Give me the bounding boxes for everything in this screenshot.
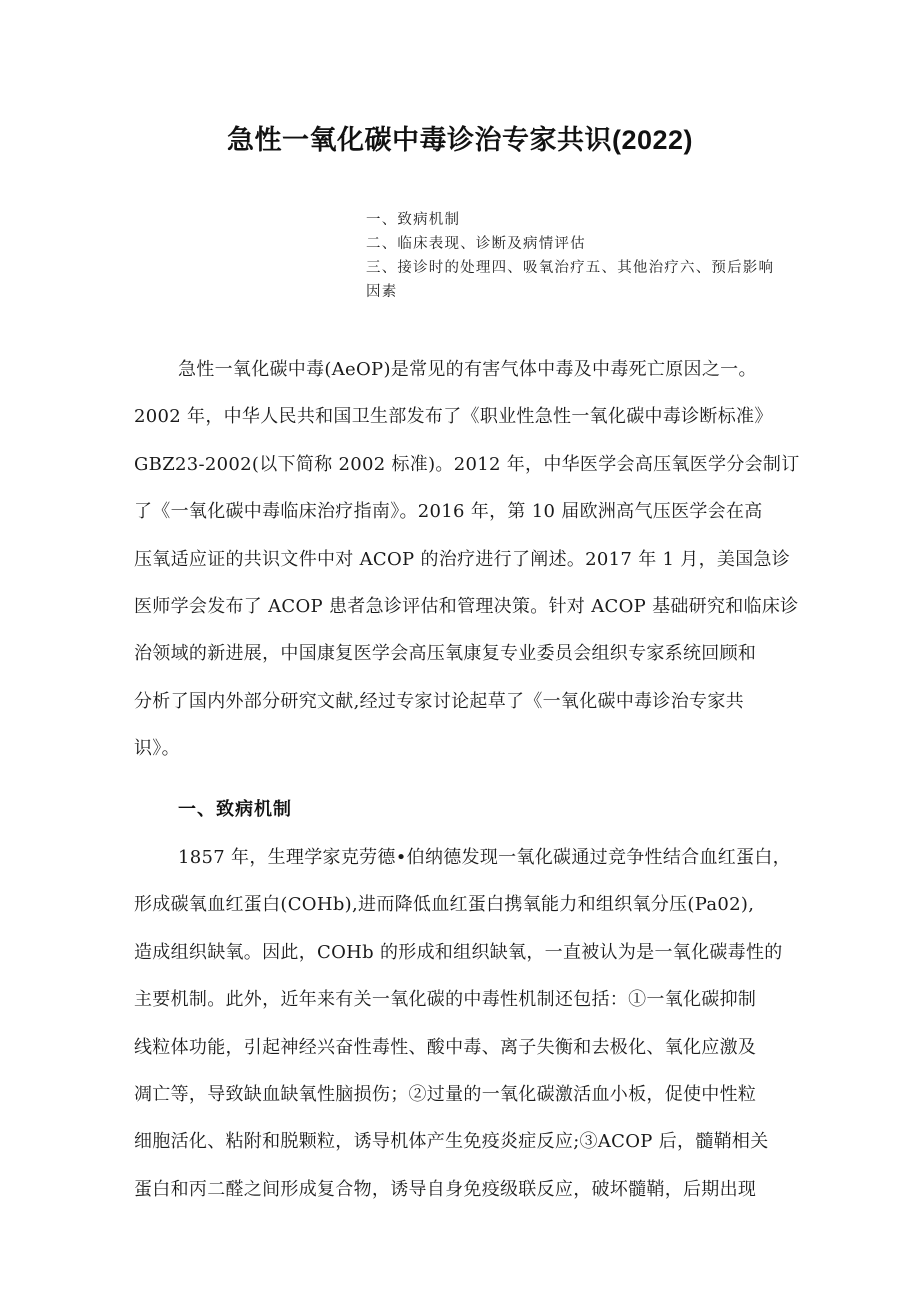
toc-item: 二、临床表现、诊断及病情评估 [366, 236, 586, 252]
paragraph-line: 造成组织缺氧。因此，COHb 的形成和组织缺氧，一直被认为是一氧化碳毒性的 [134, 941, 783, 963]
document-title: 急性一氧化碳中毒诊治专家共识(2022) [226, 125, 694, 155]
paragraph-line: 凋亡等，导致缺血缺氧性脑损伤；②过量的一氧化碳激活血小板，促使中性粒 [134, 1083, 757, 1105]
paragraph-line: 了《一氧化碳中毒临床治疗指南》。2016 年，第 10 届欧洲高气压医学会在高 [134, 501, 763, 523]
toc-item: 三、接诊时的处理四、吸氧治疗五、其他治疗六、预后影响 [366, 260, 775, 276]
toc-item: 一、致病机制 [366, 212, 461, 228]
paragraph-line: 治领域的新进展，中国康复医学会高压氧康复专业委员会组织专家系统回顾和 [134, 643, 757, 665]
paragraph-line: 识》。 [134, 738, 180, 760]
paragraph-line: 急性一氧化碳中毒(AeOP)是常见的有害气体中毒及中毒死亡原因之一。 [178, 359, 757, 380]
section1-paragraph [134, 834, 824, 1213]
intro-paragraph [134, 346, 824, 773]
paragraph-line: 1857 年，生理学家克劳德•伯纳德发现一氧化碳通过竞争性结合血红蛋白， [178, 847, 791, 868]
paragraph-line: 主要机制。此外，近年来有关一氧化碳的中毒性机制还包括：①一氧化碳抑制 [134, 989, 757, 1011]
paragraph-line: 细胞活化、粘附和脱颗粒，诱导机体产生免疫炎症反应;③ACOP 后，髓鞘相关 [134, 1131, 769, 1153]
paragraph-line: 2002 年，中华人民共和国卫生部发布了《职业性急性一氧化碳中毒诊断标准》 [134, 406, 773, 428]
toc-item: 因素 [366, 284, 398, 300]
paragraph-line: 分析了国内外部分研究文献,经过专家讨论起草了《一氧化碳中毒诊治专家共 [134, 690, 744, 712]
section-heading: 一、致病机制 [178, 799, 292, 820]
paragraph-line: 医师学会发布了 ACOP 患者急诊评估和管理决策。针对 ACOP 基础研究和临床诊 [134, 595, 799, 617]
paragraph-line: 形成碳氧血红蛋白(COHb),进而降低血红蛋白携氧能力和组织氧分压(Pa02), [134, 894, 755, 916]
paragraph-line: 蛋白和丙二醛之间形成复合物，诱导自身免疫级联反应，破坏髓鞘，后期出现 [134, 1178, 757, 1200]
table-of-contents [366, 208, 816, 304]
paragraph-line: 压氧适应证的共识文件中对 ACOP 的治疗进行了阐述。2017 年 1 月，美国急诊 [134, 548, 791, 570]
paragraph-line: GBZ23-2002(以下简称 2002 标准)。2012 年，中华医学会高压氧医学分会制订 [134, 453, 800, 475]
paragraph-line: 线粒体功能，引起神经兴奋性毒性、酸中毒、离子失衡和去极化、氧化应激及 [134, 1036, 757, 1058]
